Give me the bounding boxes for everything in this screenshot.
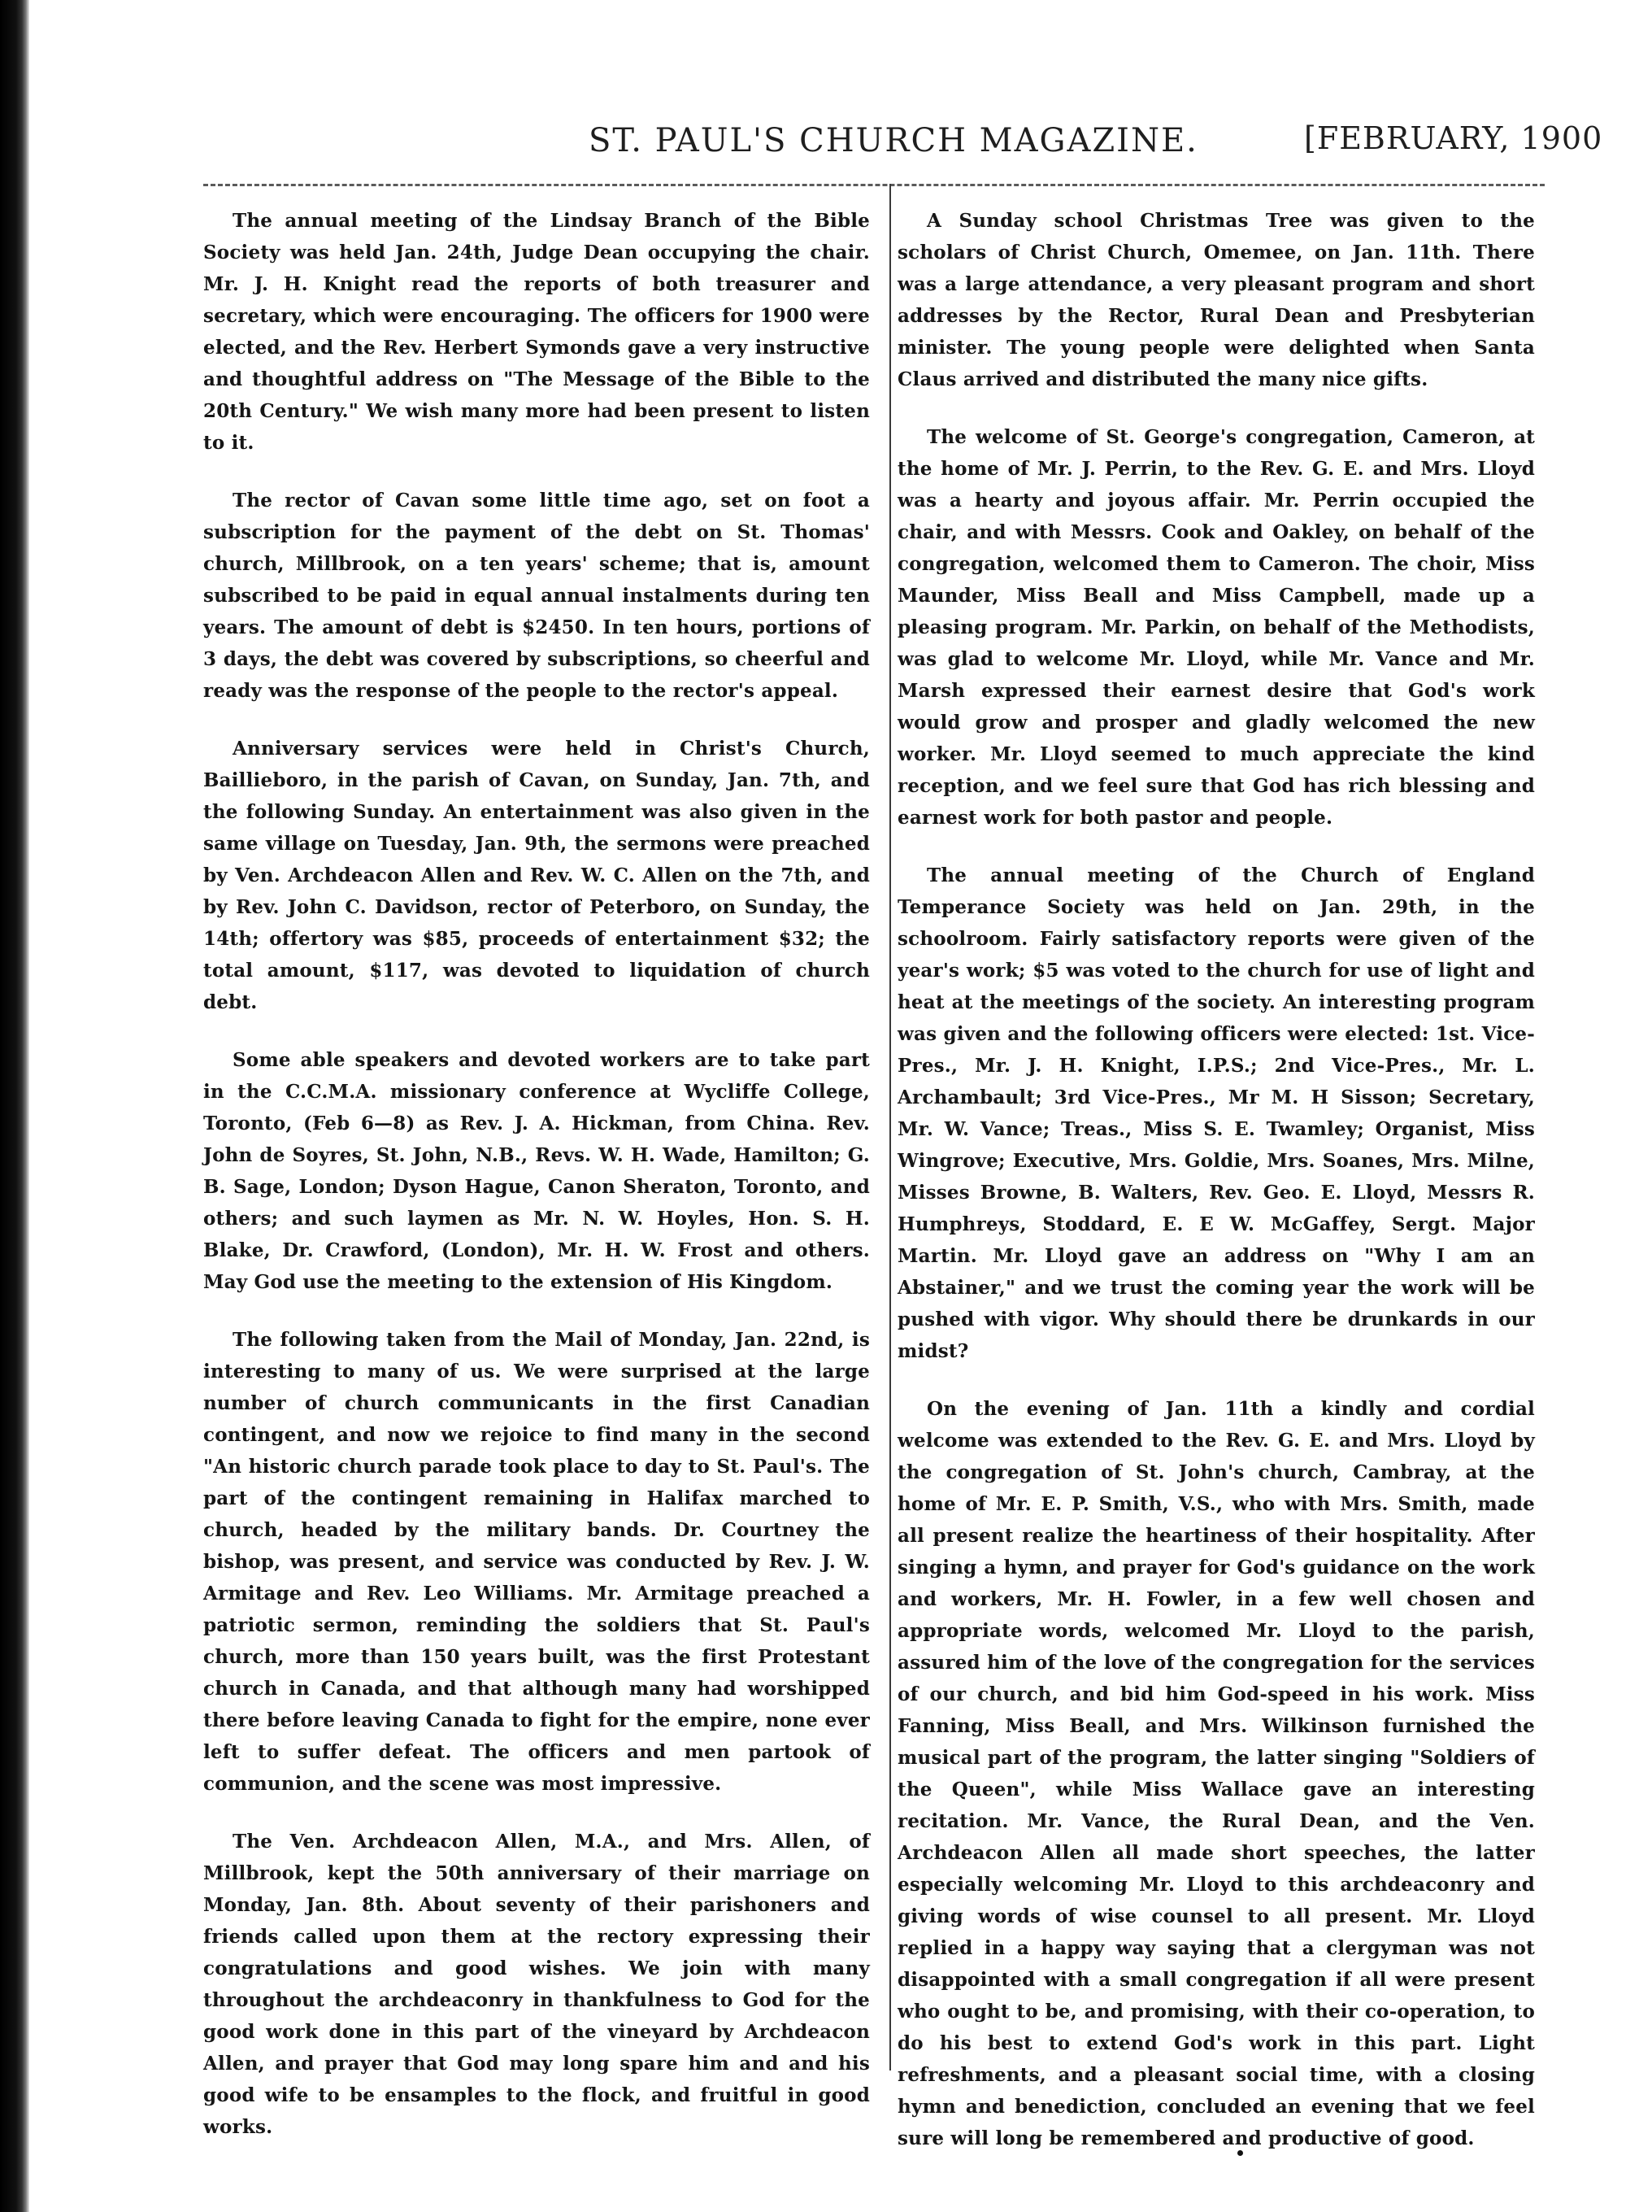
article-cameron-welcome: The welcome of St. George's congregation, Cameron, at the home of Mr. J. Perrin, to the Rev. G. E. and Mrs. Lloyd was a hearty and joyous affair. Mr. Perrin occupied the chair, and with Messrs. Cook and Oakley, on behalf of the congregation, welcomed them to Cameron. The choir, Miss Maunder, Miss Beall and Miss Campbell, made up a pleasing program. Mr. Parkin, on behalf of the Methodists, was glad to welcome Mr. Lloyd, while Mr. Vance and Mr. Marsh expressed their earnest desire that God's work would grow and prosper and gladly welcomed the new worker. Mr. Lloyd seemed to much appreciate the kind reception, and we feel sure that God has rich blessing and earnest work for both pastor and people. bbox=[898, 426, 1535, 829]
article-baillieboro-anniversary: Anniversary services were held in Christ's Church, Baillieboro, in the parish of Cavan, on Sunday, Jan. 7th, and the following Sunday. An entertainment was also given in the same village on Tuesday, Jan. 9th, the sermons were preached by Ven. Archdeacon Allen and Rev. W. C. Allen on the 7th, and by Rev. John C. Davidson, rector of Peterboro, on Sunday, the 14th; offertory was $85, proceeds of entertainment $32; the total amount, $117, was devoted to liquidation of church debt. bbox=[203, 738, 870, 1013]
article-bible-society: The annual meeting of the Lindsay Branch of the Bible Society was held Jan. 24th, Judge Dean occupying the chair. Mr. J. H. Knight read the reports of both treasurer and secretary, which were encouraging. The officers for 1900 were elected, and the Rev. Herbert Symonds gave a very instructive and thoughtful address on "The Message of the Bible to the 20th Century." We wish many more had been present to listen to it. bbox=[203, 210, 870, 454]
article-archdeacon-anniversary: The Ven. Archdeacon Allen, M.A., and Mrs. Allen, of Millbrook, kept the 50th anniversary of their marriage on Monday, Jan. 8th. About seventy of their parishoners and friends called upon them at the rectory expressing their congratulations and good wishes. We join with many throughout the archdeaconry in thankfulness to God for the good work done in this part of the vineyard by Archdeacon Allen, and prayer that God may long spare him and and his good wife to be ensamples to the flock, and fruitful in good works. bbox=[203, 1831, 870, 2138]
left-column bbox=[203, 185, 870, 2137]
issue-date: [FEBRUARY, 1900 bbox=[1304, 120, 1603, 156]
article-church-parade: The following taken from the Mail of Monday, Jan. 22nd, is interesting to many of us. We were surprised at the large number of church communicants in the first Canadian contingent, and now we rejoice to find many in the second "An historic church parade took place to day to St. Paul's. The part of the contingent remaining in Halifax marched to church, headed by the military bands. Dr. Courtney the bishop, was present, and service was conducted by Rev. J. W. Armitage and Rev. Leo Williams. Mr. Armitage preached a patriotic sermon, reminding the soldiers that St. Paul's church, more than 150 years built, was the first Protestant church in Canada, and that although many had worshipped there before leaving Canada to fight for the empire, none ever left to suffer defeat. The officers and men partook of communion, and the scene was most impressive. bbox=[203, 1329, 870, 1795]
article-christmas-tree: A Sunday school Christmas Tree was given to the scholars of Christ Church, Omemee, on Jan. 11th. There was a large attendance, a very pleasant program and short addresses by the Rector, Rural Dean and Presbyterian minister. The young people were delighted when Santa Claus arrived and distributed the many nice gifts. bbox=[898, 210, 1535, 390]
magazine-page bbox=[33, 0, 1652, 2212]
column-divider bbox=[889, 184, 891, 2070]
magazine-title: ST. PAUL'S CHURCH MAGAZINE. bbox=[589, 122, 1198, 159]
article-cambray-welcome: On the evening of Jan. 11th a kindly and cordial welcome was extended to the Rev. G. E. and Mrs. Lloyd by the congregation of St. John's church, Cambray, at the home of Mr. E. P. Smith, V.S., who with Mrs. Smith, made all present realize the heartiness of their hospitality. After singing a hymn, and prayer for God's guidance on the work and workers, Mr. H. Fowler, in a few well chosen and appropriate words, welcomed Mr. Lloyd to the parish, assured him of the love of the congregation for the services of our church, and bid him God-speed in his work. Miss Fanning, Miss Beall, and Mrs. Wilkinson furnished the musical part of the program, the latter singing "Soldiers of the Queen", while Miss Wallace gave an interesting recitation. Mr. Vance, the Rural Dean, and the Ven. Archdeacon Allen all made short speeches, the latter especially welcoming Mr. Lloyd to this archdeaconry and giving words of wise counsel to all present. Mr. Lloyd replied in a happy way saying that a clergyman was not disappointed with a small congregation if all were present who ought to be, and promising, with their co-operation, to do his best to extend God's work in this part. Light refreshments, and a pleasant social time, with a closing hymn and benediction, concluded an evening that we feel sure will long be remembered and productive of good. bbox=[898, 1398, 1535, 2149]
article-cavan-debt: The rector of Cavan some little time ago, set on foot a subscription for the payment of the debt on St. Thomas' church, Millbrook, on a ten years' scheme; that is, amount subscribed to be paid in equal annual instalments during ten years. The amount of debt is $2450. In ten hours, portions of 3 days, the debt was covered by subscriptions, so cheerful and ready was the response of the people to the rector's appeal. bbox=[203, 490, 870, 702]
article-temperance-society: The annual meeting of the Church of England Temperance Society was held on Jan. 29th, in the schoolroom. Fairly satisfactory reports were given of the year's work; $5 was voted to the church for use of light and heat at the meetings of the society. An interesting program was given and the following officers were elected: 1st. Vice-Pres., Mr. J. H. Knight, I.P.S.; 2nd Vice-Pres., Mr. L. Archambault; 3rd Vice-Pres., Mr M. H Sisson; Secretary, Mr. W. Vance; Treas., Miss S. E. Twamley; Organist, Miss Wingrove; Executive, Mrs. Goldie, Mrs. Soanes, Mrs. Milne, Misses Browne, B. Walters, Rev. Geo. E. Lloyd, Messrs R. Humphreys, Stoddard, E. E W. McGaffey, Sergt. Major Martin. Mr. Lloyd gave an address on "Why I am an Abstainer," and we trust the coming year the work will be pushed with vigor. Why should there be drunkards in our midst? bbox=[898, 864, 1535, 1362]
page-dot-marker bbox=[1237, 2150, 1243, 2156]
scan-binding-edge bbox=[0, 0, 29, 2212]
right-column bbox=[898, 185, 1535, 2149]
article-missionary-conference: Some able speakers and devoted workers are to take part in the C.C.M.A. missionary conference at Wycliffe College, Toronto, (Feb 6—8) as Rev. J. A. Hickman, from China. Rev. John de Soyres, St. John, N.B., Revs. W. H. Wade, Hamilton; G. B. Sage, London; Dyson Hague, Canon Sheraton, Toronto, and others; and such laymen as Mr. N. W. Hoyles, Hon. S. H. Blake, Dr. Crawford, (London), Mr. H. W. Frost and others. May God use the meeting to the extension of His Kingdom. bbox=[203, 1049, 870, 1293]
